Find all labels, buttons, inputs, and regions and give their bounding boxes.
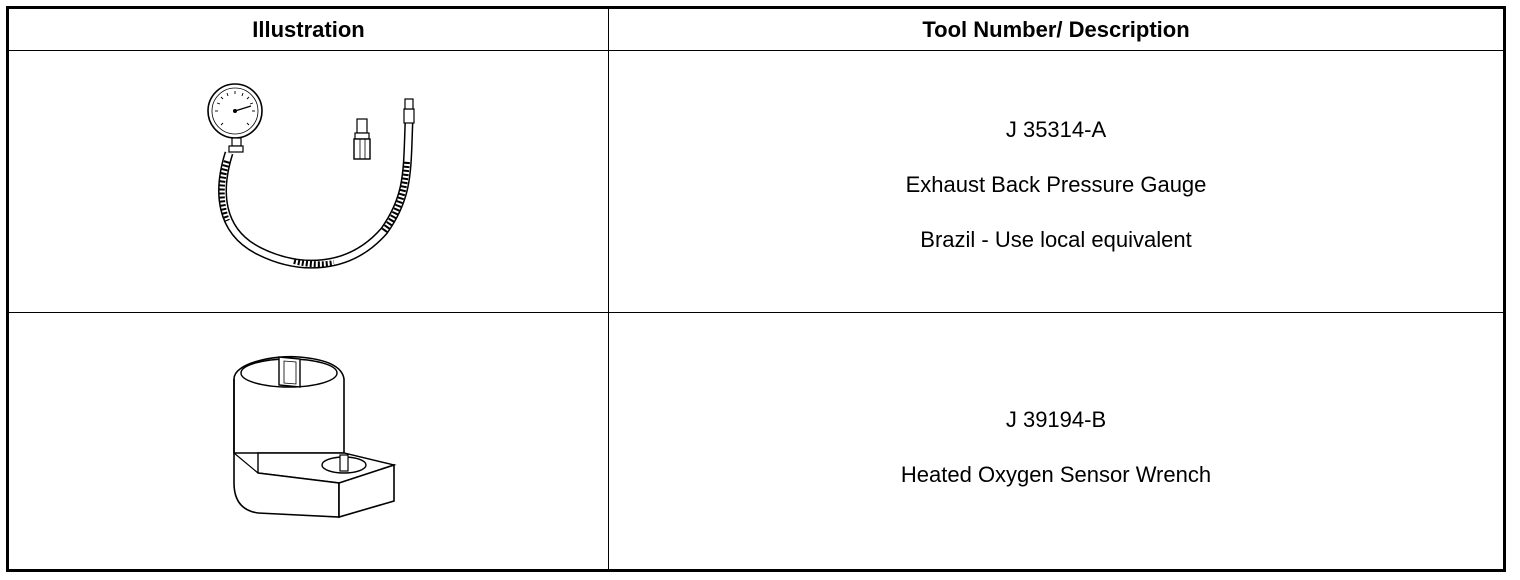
tool-description-cell bbox=[609, 51, 1503, 312]
tool-description-cell bbox=[609, 313, 1503, 569]
tool-table bbox=[6, 6, 1506, 572]
table-row bbox=[9, 51, 1503, 313]
illustration-cell bbox=[9, 51, 609, 312]
tool-description: Heated Oxygen Sensor Wrench bbox=[900, 462, 1212, 487]
tool-note: Brazil - Use local equivalent bbox=[920, 227, 1192, 252]
header-cell-illustration bbox=[9, 9, 609, 50]
table-header-row bbox=[9, 9, 1503, 51]
header-tool-label: Tool Number/ Description bbox=[922, 17, 1190, 42]
table-row bbox=[9, 313, 1503, 569]
heated-oxygen-sensor-wrench-icon bbox=[214, 343, 404, 523]
tool-description: Exhaust Back Pressure Gauge bbox=[905, 172, 1207, 197]
tool-number: J 35314-A bbox=[1005, 117, 1107, 142]
tool-number: J 39194-B bbox=[1005, 407, 1107, 432]
exhaust-back-pressure-gauge-icon bbox=[199, 81, 429, 271]
header-illustration-label: Illustration bbox=[252, 17, 365, 42]
header-cell-tool bbox=[609, 9, 1503, 50]
illustration-cell bbox=[9, 313, 609, 569]
